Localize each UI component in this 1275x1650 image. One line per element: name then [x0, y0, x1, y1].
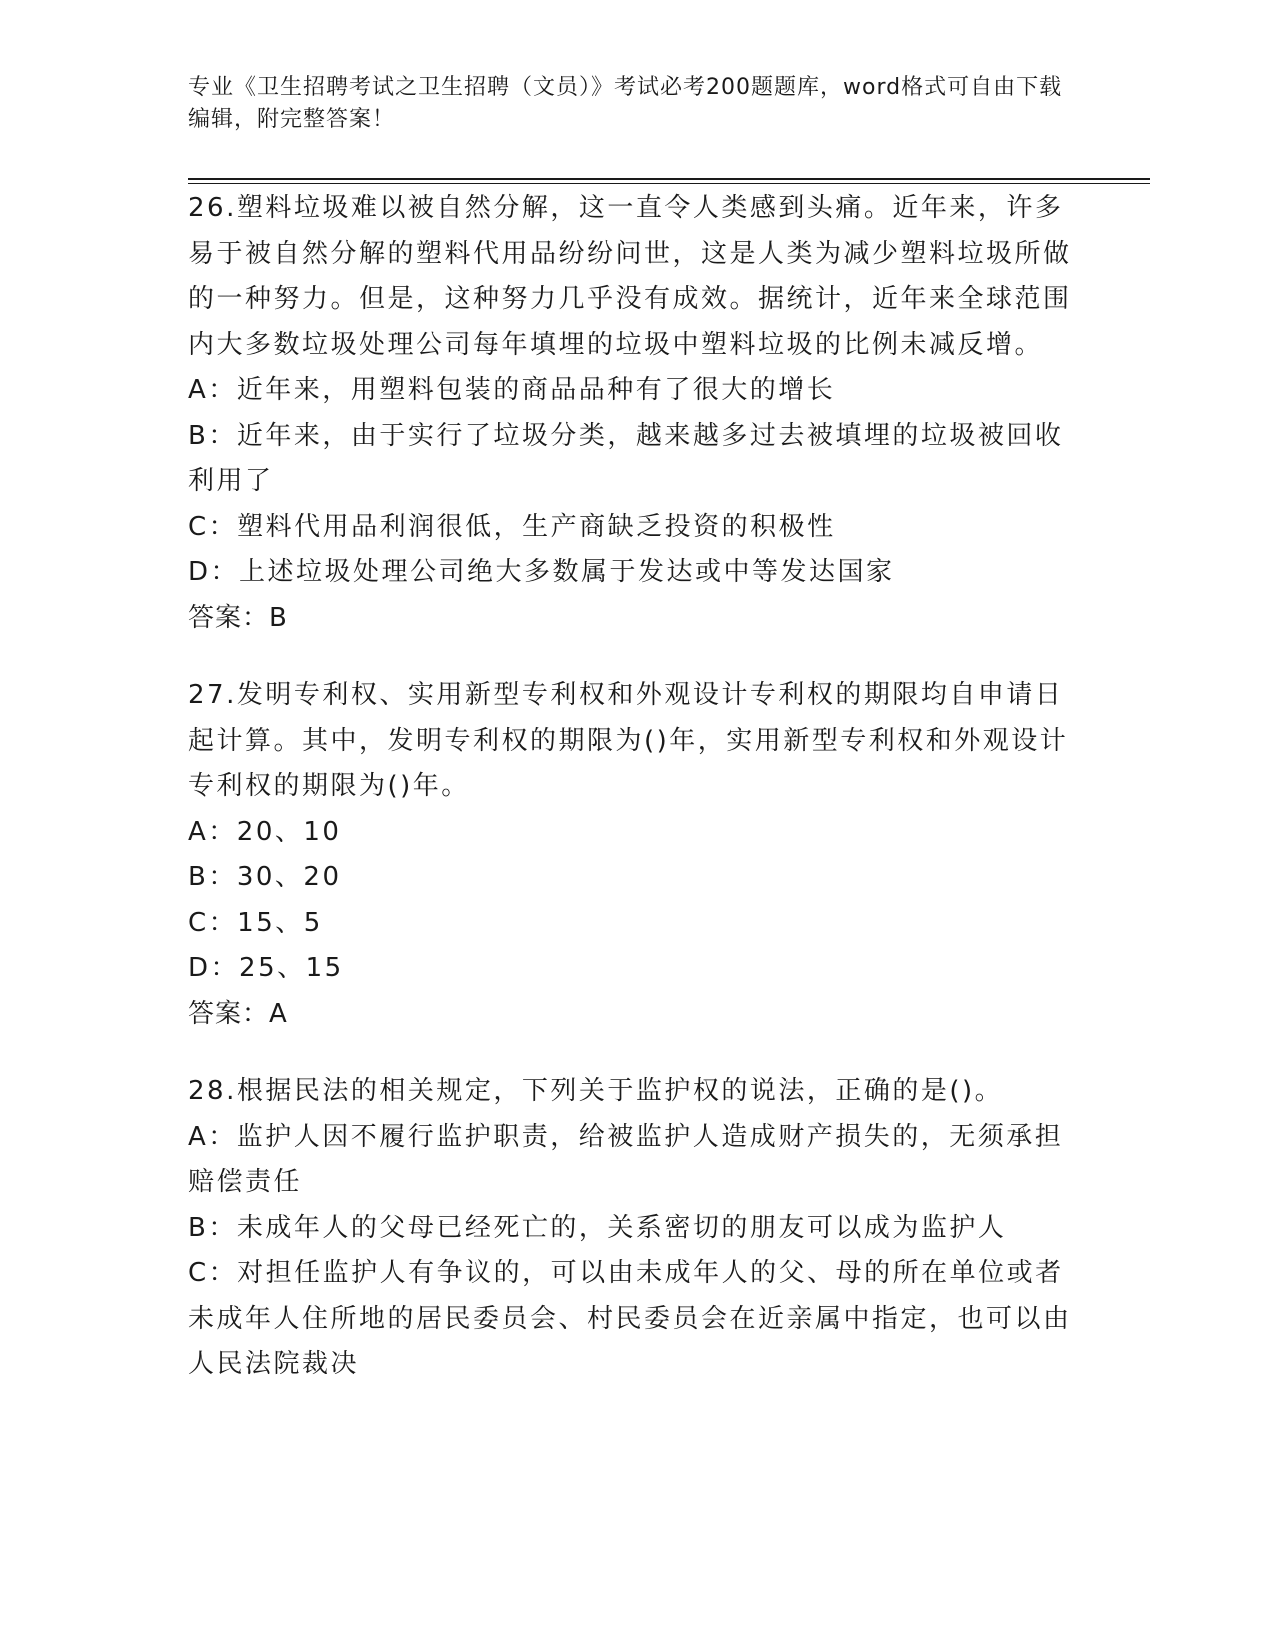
- answer-label: 答案：B: [188, 602, 288, 633]
- option-d: D：上述垃圾处理公司绝大多数属于发达或中等发达国家: [188, 557, 895, 587]
- question-text: 26.塑料垃圾难以被自然分解，这一直令人类感到头痛。近年来，许多易于被自然分解的塑料代用品纷纷问世，这是人类为减少塑料垃圾所做的一种努力。但是，这种努力几乎没有成效。据统计，近年来全球范围内大多数垃圾处理公司每年填埋的垃圾中塑料垃圾的比例未减反增。: [188, 193, 1072, 360]
- header-rule-thick: [188, 178, 1150, 180]
- question-text: 27.发明专利权、实用新型专利权和外观设计专利权的期限均自申请日起计算。其中，发明专利权的期限为()年，实用新型专利权和外观设计专利权的期限为()年。: [188, 680, 1069, 801]
- answer-label: 答案：A: [188, 998, 288, 1029]
- option-d: D：25、15: [188, 953, 344, 983]
- option-c: C：塑料代用品利润很低，生产商缺乏投资的积极性: [188, 511, 836, 542]
- option-a: A：20、10: [188, 816, 342, 847]
- question-text: 28.根据民法的相关规定，下列关于监护权的说法，正确的是()。: [188, 1076, 1004, 1106]
- question-list: [188, 186, 1078, 1420]
- header-rule-thin: [188, 183, 1150, 184]
- option-c: C：对担任监护人有争议的，可以由未成年人的父、母的所在单位或者未成年人住所地的居民委员会、村民委员会在近亲属中指定，也可以由人民法院裁决: [188, 1258, 1072, 1379]
- option-b: B：30、20: [188, 862, 342, 892]
- question-26: [188, 186, 1078, 641]
- option-a: A：近年来，用塑料包装的商品品种有了很大的增长: [188, 375, 836, 405]
- option-a: A：监护人因不履行监护职责，给被监护人造成财产损失的，无须承担赔偿责任: [188, 1121, 1064, 1197]
- option-b: B：近年来，由于实行了垃圾分类，越来越多过去被填埋的垃圾被回收利用了: [188, 420, 1064, 496]
- question-28: [188, 1069, 1078, 1388]
- option-c: C：15、5: [188, 907, 323, 938]
- option-b: B：未成年人的父母已经死亡的，关系密切的朋友可以成为监护人: [188, 1212, 1007, 1243]
- document-header: 专业《卫生招聘考试之卫生招聘（文员）》考试必考200题题库，word格式可自由下载编辑，附完整答案！: [188, 75, 1063, 132]
- question-27: [188, 673, 1078, 1037]
